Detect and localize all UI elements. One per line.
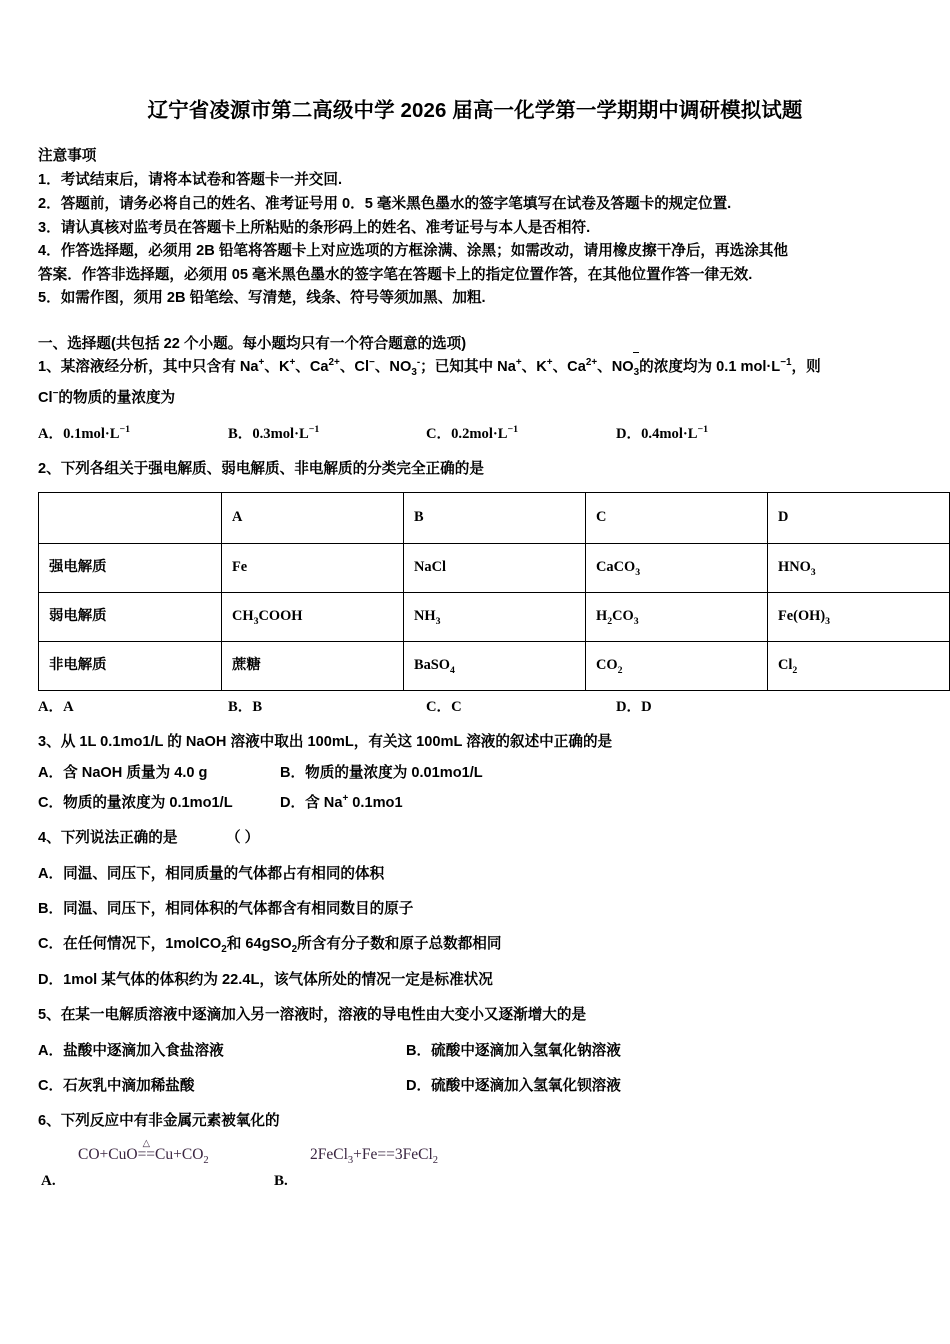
table-header-d: D — [768, 492, 950, 543]
option-6-b-equation: 2FeCl$_3$+Fe==3FeCl$_2$ — [310, 1146, 439, 1167]
table-row-header — [39, 492, 950, 543]
option-3-b[interactable]: B．物质的量浓度为 0.01mo1/L — [280, 764, 483, 781]
question-4-stem: 4、下列说法正确的是 — [38, 830, 178, 847]
question-3-options-line2 — [38, 792, 912, 815]
question-1-stem-text: 1、某溶液经分析，其中只含有 Na — [38, 359, 259, 376]
option-4-b[interactable]: B．同温、同压下，相同体积的气体都含有相同数目的原子 — [38, 901, 414, 918]
sup-plus: + — [258, 357, 265, 369]
table-row — [39, 641, 950, 690]
option-3-a[interactable]: A．含 NaOH 质量为 4.0 g — [38, 764, 208, 781]
notice-item-2: 2．答题前，请务必将自己的姓名、准考证号用 0．5 毫米黑色墨水的签字笔填写在试卷及答题卡的规定位置. — [38, 195, 732, 212]
question-2-options — [38, 696, 912, 719]
option-2-a[interactable]: A．A — [38, 698, 74, 715]
sup-exponent: −1 — [780, 357, 792, 369]
notice-item-4: 4．作答选择题，必须用 2B 铅笔将答题卡上对应选项的方框涂满、涂黑；如需改动，请用橡皮擦干净后，再选涂其他 — [38, 243, 788, 260]
question-5-options-line1 — [38, 1040, 912, 1063]
overline-minus — [634, 356, 640, 380]
notice-item-3: 3．请认真核对监考员在答题卡上所粘贴的条形码上的姓名、准考证号与本人是否相符. — [38, 219, 591, 236]
option-5-c[interactable]: C．石灰乳中滴加稀盐酸 — [38, 1078, 195, 1095]
table-cell-non-b: BaSO$_4$ — [404, 641, 586, 690]
table-row — [39, 543, 950, 592]
table-cell-non-a: 蔗糖 — [222, 641, 404, 690]
table-cell-weak-d: $Fe(OH)_3$ — [768, 592, 950, 641]
sup-exponent: −1 — [308, 423, 320, 435]
table-header-b: B — [404, 492, 586, 543]
question-2-stem: 2、下列各组关于强电解质、弱电解质、非电解质的分类完全正确的是 — [38, 461, 484, 478]
sup-2plus: 2+ — [585, 357, 598, 369]
option-1-a[interactable]: A．$0.1mol\cdot L^{-1}$ — [38, 423, 131, 442]
table-cell-strong-a: Fe — [222, 543, 404, 592]
option-4-a[interactable]: A．同温、同压下，相同质量的气体都占有相同的体积 — [38, 865, 385, 882]
page-content — [38, 98, 912, 1190]
question-3-options-line1 — [38, 762, 912, 785]
option-3-c[interactable]: C．物质的量浓度为 0.1mo1/L — [38, 795, 233, 812]
table-row-label-strong: 强电解质 — [39, 543, 222, 592]
table-cell-weak-a: $CH_3COOH$ — [222, 592, 404, 641]
option-2-d[interactable]: D．D — [616, 698, 652, 715]
notice-heading: 注意事项 — [38, 147, 97, 164]
option-3-d[interactable]: D．含 Na+ 0.1mo1 — [280, 793, 403, 812]
option-6-a-label[interactable]: A. — [41, 1173, 56, 1190]
question-4-answer-bracket: （ ） — [226, 830, 260, 847]
notice-item-4-cont: 答案．作答非选择题，必须用 05 毫米黑色墨水的签字笔在答题卡上的指定位置作答，在其他位置作答一律无效. — [38, 266, 753, 283]
question-5-options-line2 — [38, 1075, 912, 1098]
option-1-c[interactable]: C．$0.2mol\cdot L^{-1}$ — [426, 423, 519, 442]
page-title: 辽宁省凌源市第二高级中学 2026 届高一化学第一学期期中调研模拟试题 — [147, 99, 803, 122]
sup-exponent: −1 — [507, 423, 519, 435]
table-cell-empty — [39, 492, 222, 543]
table-header-a: A — [222, 492, 404, 543]
table-cell-strong-d: $HNO_3$ — [768, 543, 950, 592]
notice-block — [38, 145, 912, 311]
sup-exponent: −1 — [119, 423, 131, 435]
table-row — [39, 592, 950, 641]
option-1-b[interactable]: B．$0.3mol\cdot L^{-1}$ — [228, 423, 320, 442]
notice-item-5: 5．如需作图，须用 2B 铅笔绘、写清楚，线条、符号等须加黑、加粗. — [38, 290, 486, 307]
question-1-stem-line2: Cl−的物质的量浓度为 — [38, 388, 176, 407]
question-3-stem: 3、从 1L 0.1mo1/L 的 NaOH 溶液中取出 100mL，有关这 100mL 溶液的叙述中正确的是 — [38, 734, 613, 751]
table-cell-strong-c: CaCO$_3$ — [586, 543, 768, 592]
option-5-b[interactable]: B．硫酸中逐滴加入氢氧化钠溶液 — [406, 1042, 621, 1059]
option-1-d[interactable]: D．$0.4mol\cdot L^{-1}$ — [616, 423, 709, 442]
table-row-label-non: 非电解质 — [39, 641, 222, 690]
question-1-stem: 1、某溶液经分析，其中只含有 Na+、K+、$Ca^{2+}$、Cl−、$NO_3^-$；已知其中 Na+、K+、$Ca^{2+}$、$NO_3$的浓度均为 0.1 $mol\cdot L^{-1}$，则 — [38, 357, 821, 379]
option-4-d[interactable]: D．1mol 某气体的体积约为 22.4L，该气体所处的情况一定是标准状况 — [38, 971, 493, 988]
question-6-options — [38, 1138, 912, 1190]
sup-minus: − — [369, 357, 375, 369]
option-6-b-label[interactable]: B. — [274, 1173, 288, 1190]
delta-condition-icon: △ == — [137, 1138, 156, 1164]
question-4-stem-row — [38, 827, 912, 850]
option-4-c[interactable]: C．在任何情况下，1molCO$_2$和 64gSO$_2$所含有分子数和原子总数都相同 — [38, 936, 502, 956]
option-5-d[interactable]: D．硫酸中逐滴加入氢氧化钡溶液 — [406, 1078, 621, 1095]
section-heading-choice: 一、选择题(共包括 22 个小题。每小题均只有一个符合题意的选项) — [38, 336, 467, 353]
electrolyte-classification-table — [38, 492, 950, 691]
sup-minus: − — [52, 388, 59, 400]
table-header-c: C — [586, 492, 768, 543]
table-cell-strong-b: NaCl — [404, 543, 586, 592]
sup-plus: + — [546, 357, 553, 369]
option-5-a[interactable]: A．盐酸中逐滴加入食盐溶液 — [38, 1042, 224, 1059]
option-6-a-equation: CO+CuO △ $==Cu+CO_2$ — [78, 1138, 209, 1167]
option-2-b[interactable]: B．B — [228, 698, 263, 715]
option-2-c[interactable]: C．C — [426, 698, 462, 715]
question-1-stem-line2-text: 的物质的量浓度为 — [58, 390, 176, 407]
sup-minus: - — [416, 357, 421, 369]
sup-plus: + — [515, 357, 522, 369]
notice-item-1: 1．考试结束后，请将本试卷和答题卡一并交回. — [38, 172, 343, 189]
table-row-label-weak: 弱电解质 — [39, 592, 222, 641]
sup-plus: + — [342, 793, 349, 805]
sup-plus: + — [289, 357, 296, 369]
question-1-options — [38, 423, 912, 446]
sup-exponent: −1 — [697, 423, 709, 435]
table-cell-non-d: $Cl_2$ — [768, 641, 950, 690]
question-6-stem: 6、下列反应中有非金属元素被氧化的 — [38, 1113, 280, 1130]
sub-3: 3 — [633, 367, 640, 379]
table-cell-non-c: $CO_2$ — [586, 641, 768, 690]
table-cell-weak-c: $H_2CO_3$ — [586, 592, 768, 641]
sub-3: 3 — [411, 367, 417, 379]
question-5-stem: 5、在某一电解质溶液中逐滴加入另一溶液时，溶液的导电性由大变小又逐渐增大的是 — [38, 1007, 587, 1024]
table-cell-weak-b: $NH_3$ — [404, 592, 586, 641]
sup-2plus: 2+ — [328, 357, 340, 369]
